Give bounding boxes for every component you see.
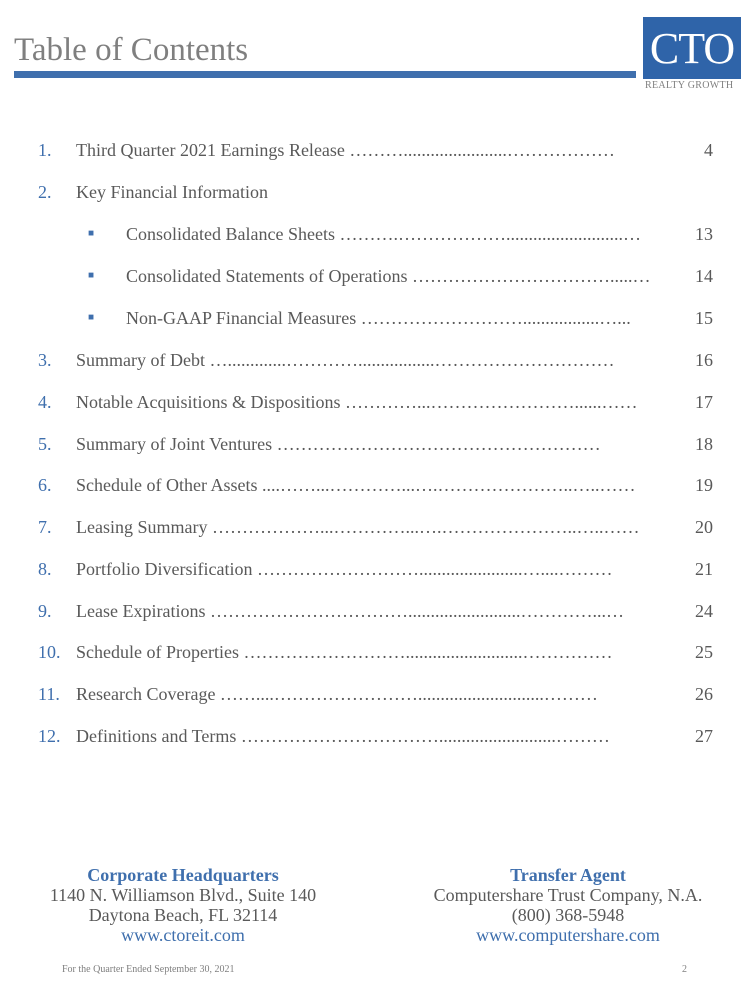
toc-label: Summary of Joint Ventures ………………………………………………: [76, 434, 601, 454]
logo-tagline: REALTY GROWTH: [645, 80, 734, 91]
footer-period: For the Quarter Ended September 30, 2021: [62, 964, 235, 975]
transfer-agent-block: [420, 865, 716, 945]
toc-entry[interactable]: [0, 432, 750, 456]
toc-number: 11.: [38, 684, 60, 704]
toc-entry[interactable]: [0, 348, 750, 372]
toc-number: 3.: [38, 350, 52, 370]
toc-entry[interactable]: [0, 515, 750, 539]
toc-entry[interactable]: [0, 557, 750, 581]
toc-page: 17: [695, 392, 713, 412]
toc-number: 7.: [38, 517, 52, 537]
toc-page: 20: [695, 517, 713, 537]
toc-label: Portfolio Diversification ……………………….......................…....………: [76, 559, 613, 579]
toc-entry[interactable]: [0, 682, 750, 706]
toc-page: 4: [704, 140, 713, 160]
toc-label: Key Financial Information: [76, 182, 268, 202]
toc-number: 6.: [38, 475, 52, 495]
square-bullet-icon: ■: [88, 228, 95, 239]
toc-label: Leasing Summary ………………...…………...….…………………..…..……: [76, 517, 640, 537]
toc-page: 13: [695, 224, 713, 244]
toc-number: 10.: [38, 642, 61, 662]
toc-label: Summary of Debt ….............………….................…………………………: [76, 350, 615, 370]
agent-phone: (800) 368-5948: [511, 905, 625, 925]
hq-heading: Corporate Headquarters: [87, 865, 279, 885]
toc-number: 9.: [38, 601, 52, 621]
toc-label: Research Coverage ……....……………………............................………: [76, 684, 598, 704]
toc-subentry[interactable]: [0, 306, 750, 330]
toc-entry[interactable]: [0, 640, 750, 664]
toc-number: 4.: [38, 392, 52, 412]
toc-entry[interactable]: [0, 599, 750, 623]
toc-page: 21: [695, 559, 713, 579]
toc-label: Lease Expirations …………………………….........................…………...…: [76, 601, 624, 621]
toc-page: 27: [695, 726, 713, 746]
toc-label: Consolidated Statements of Operations …………………………….....…: [126, 266, 651, 286]
toc-page: 14: [695, 266, 713, 286]
corporate-headquarters-block: [40, 865, 326, 945]
company-logo: [643, 17, 741, 93]
toc-entry[interactable]: [0, 180, 750, 204]
toc-label: Non-GAAP Financial Measures ……………………….................…...: [126, 308, 631, 328]
toc-number: 5.: [38, 434, 52, 454]
toc-page: 15: [695, 308, 713, 328]
toc-page: 19: [695, 475, 713, 495]
toc-page: 26: [695, 684, 713, 704]
toc-entry[interactable]: [0, 473, 750, 497]
toc-number: 12.: [38, 726, 61, 746]
toc-subentry[interactable]: [0, 222, 750, 246]
logo-box: [643, 17, 741, 79]
square-bullet-icon: ■: [88, 270, 95, 281]
hq-address-line1: 1140 N. Williamson Blvd., Suite 140: [49, 885, 317, 905]
agent-name: Computershare Trust Company, N.A.: [433, 885, 703, 905]
toc-entry[interactable]: [0, 138, 750, 162]
toc-label: Consolidated Balance Sheets ……….………………..........................…: [126, 224, 641, 244]
toc-entry[interactable]: [0, 390, 750, 414]
toc-entry[interactable]: [0, 724, 750, 748]
agent-website-link[interactable]: www.computershare.com: [476, 925, 660, 945]
square-bullet-icon: ■: [88, 312, 95, 323]
toc-number: 8.: [38, 559, 52, 579]
agent-heading: Transfer Agent: [510, 865, 626, 885]
page-title: Table of Contents: [14, 32, 249, 68]
toc-number: 2.: [38, 182, 52, 202]
toc-page: 24: [695, 601, 713, 621]
logo-text: CTO: [649, 24, 735, 73]
hq-website-link[interactable]: www.ctoreit.com: [121, 925, 245, 945]
hq-address-line2: Daytona Beach, FL 32114: [88, 905, 278, 925]
toc-page: 25: [695, 642, 713, 662]
toc-subentry[interactable]: [0, 264, 750, 288]
footer-page-number: 2: [682, 964, 687, 975]
toc-number: 1.: [38, 140, 52, 160]
toc-page: 16: [695, 350, 713, 370]
toc-label: Schedule of Properties ………………………..........................……………: [76, 642, 613, 662]
toc-page: 18: [695, 434, 713, 454]
toc-label: Third Quarter 2021 Earnings Release ……….......................………………: [76, 140, 615, 160]
title-underline: [14, 71, 636, 78]
toc-label: Schedule of Other Assets ....……...…………...….…………………..…..……: [76, 475, 636, 495]
toc-label: Notable Acquisitions & Dispositions …………...……………………......……: [76, 392, 638, 412]
toc-label: Definitions and Terms ……………………………..........................………: [76, 726, 610, 746]
